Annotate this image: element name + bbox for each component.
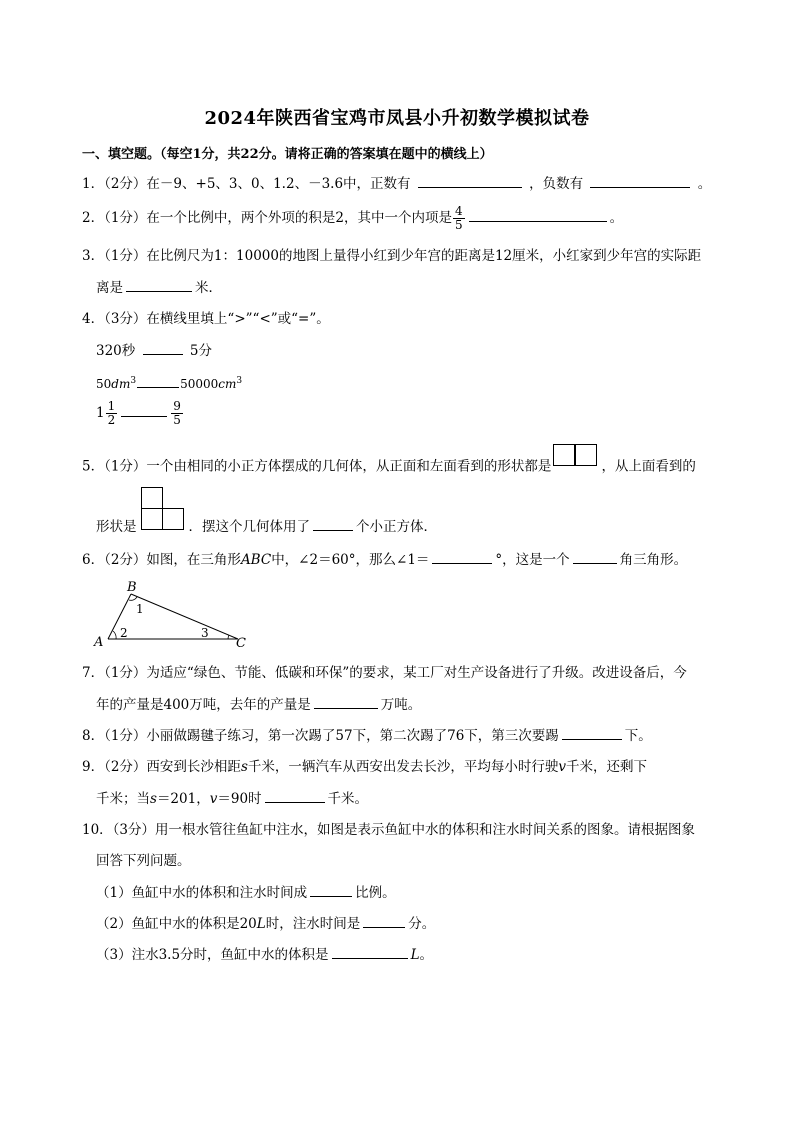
q5-text-2: ，从上面看到的 (601, 458, 696, 475)
question-7: 7．（1分）为适应“绿色、节能、低碳和环保”的要求，某工厂对生产设备进行了升级。改进设备后，今 (82, 665, 687, 681)
q9-var-v: v (558, 759, 567, 775)
q8-blank[interactable] (562, 725, 622, 740)
question-4: 4．（3分）在横线里填上“>”“<”或“=”。 (82, 311, 330, 327)
q5-end: 个小正方体． (356, 519, 437, 535)
q8-end: 下。 (624, 728, 652, 744)
q4-r2-exp: 3 (130, 376, 137, 386)
q4-r3-den: 2 (107, 413, 116, 427)
question-10: 10．（3分）用一根水管往鱼缸中注水，如图是表示鱼缸中水的体积和注水时间关系的图象。请根据图象 (82, 822, 696, 838)
q4-r1-right: 5分 (189, 343, 212, 359)
q9-text: 9．（2分）西安到长沙相距 (82, 759, 241, 775)
angle-1-arc (129, 597, 137, 600)
q4-r1-blank[interactable] (143, 340, 183, 355)
q4-r2-blank[interactable] (137, 373, 179, 388)
triangle-side-bc (131, 594, 238, 639)
q5-text-4: ．摆这个几何体用了 (188, 519, 310, 535)
q4-r3-blank[interactable] (121, 402, 167, 417)
q8-text: 8．（1分）小丽做踢毽子练习，第一次踢了57下，第二次踢了76下，第三次要踢 (82, 728, 559, 744)
q9-var-s2: s (150, 791, 157, 807)
q2-end: 。 (609, 210, 624, 226)
q3-end: 米． (195, 280, 222, 296)
q4-r2-right: 50000 (180, 377, 219, 391)
q10-p2-text-2: 时，注水时间是 (265, 916, 361, 932)
q2-num: 4 (455, 204, 463, 218)
q5-text: 5．（1分）一个由相同的小正方体摆成的几何体，从正面和左面看到的形状都是 (82, 458, 552, 475)
q7-end: 万吨。 (380, 697, 422, 713)
question-7-cont (96, 694, 421, 715)
q6-text: 6．（2分）如图，在三角形 (82, 552, 241, 568)
q4-r2-exp2: 3 (236, 376, 243, 386)
q4-r2-left: 50 (96, 377, 112, 391)
q10-p3-unit: L (410, 947, 420, 963)
q9-var-v2: v (209, 791, 218, 807)
q9-end: 千米。 (327, 791, 369, 807)
question-5 (82, 456, 696, 478)
q4-r2-unit1: dm (111, 377, 131, 391)
q9-text-5: ＝201， (156, 791, 210, 807)
q2-blank[interactable] (469, 207, 607, 222)
q10-p2-end: 分。 (408, 916, 436, 932)
vertex-a-label: A (94, 635, 104, 650)
angle-3-label: 3 (201, 626, 209, 640)
q4-r3-int: 1 (96, 405, 105, 421)
q4-r3-num2: 9 (173, 399, 181, 413)
q3-blank[interactable] (126, 277, 192, 292)
q2-text: 2．（1分）在一个比例中，两个外项的积是2，其中一个内项是 (82, 210, 453, 226)
question-8 (82, 725, 652, 746)
q10-p1-blank[interactable] (310, 882, 352, 897)
q10-part-1 (96, 882, 396, 903)
angle-3-arc (228, 635, 229, 639)
q4-row-2 (96, 371, 242, 394)
q1-text: 1．（2分）在－9、+5、3、0、1.2、－3.6中，正数有 (82, 176, 411, 192)
section-heading: 一、填空题。（每空1分，共22分。请将正确的答案填在题中的横线上） (82, 147, 493, 162)
q2-fraction (453, 205, 465, 232)
q10-p3-blank[interactable] (332, 944, 408, 959)
question-3-cont (96, 277, 222, 298)
q4-row-1 (96, 340, 212, 361)
q6-blank-type[interactable] (573, 549, 617, 564)
q1-blank-positive[interactable] (418, 173, 522, 188)
q10-p2-unit: L (256, 916, 266, 932)
top-view-figure (139, 518, 187, 538)
q10-part-3 (96, 944, 433, 965)
q4-r3-num: 1 (107, 399, 116, 413)
q3-text-2: 离是 (96, 280, 123, 296)
triangle-figure (88, 578, 258, 650)
q10-p2-text: （2）鱼缸中水的体积是20 (96, 916, 257, 932)
question-5-cont (96, 516, 437, 538)
question-6 (82, 549, 687, 570)
q1-text-2: ，负数有 (529, 176, 584, 192)
q9-blank[interactable] (265, 788, 325, 803)
q2-den: 5 (455, 218, 463, 232)
q4-r2-unit2: cm (218, 377, 237, 391)
q4-r1-left: 320秒 (96, 343, 136, 359)
q7-blank[interactable] (314, 694, 378, 709)
q4-r3-den2: 5 (173, 413, 181, 427)
q1-end: 。 (697, 176, 712, 192)
q6-text-3: °，这是一个 (495, 552, 570, 568)
question-9-cont (96, 788, 368, 809)
question-10-cont: 回答下列问题。 (96, 853, 191, 869)
q1-blank-negative[interactable] (590, 173, 690, 188)
q10-p3-end: 。 (419, 947, 434, 963)
q10-p3-text: （3）注水3.5分时，鱼缸中水的体积是 (96, 947, 329, 963)
q6-text-2: 中，∠2＝60°，那么∠1＝ (271, 552, 430, 568)
q10-part-2 (96, 913, 435, 934)
question-9 (82, 757, 647, 777)
q10-p1-text: （1）鱼缸中水的体积和注水时间成 (96, 885, 308, 901)
vertex-c-label: C (236, 636, 246, 650)
question-2 (82, 205, 623, 232)
angle-2-label: 2 (120, 626, 128, 640)
page-title: 2024年陕西省宝鸡市凤县小升初数学模拟试卷 (204, 108, 590, 129)
front-view-figure (553, 456, 599, 478)
q9-var-s: s (240, 759, 248, 775)
angle-1-label: 1 (136, 602, 144, 616)
question-1 (82, 173, 711, 194)
q4-r3-frac (106, 400, 118, 427)
question-3: 3．（1分）在比例尺为1：10000的地图上量得小红到少年宫的距离是12厘米，小红家到少年宫的实际距 (82, 248, 702, 264)
q9-text-4: 千米；当 (96, 791, 150, 807)
q4-row-3 (96, 400, 184, 427)
q5-text-3: 形状是 (96, 519, 137, 535)
q6-blank-angle[interactable] (432, 549, 492, 564)
q9-text-2: 千米，一辆汽车从西安出发去长沙，平均每小时行驶 (247, 759, 559, 775)
q10-p2-blank[interactable] (363, 913, 405, 928)
q6-abc: ABC (240, 552, 272, 568)
q10-p1-end: 比例。 (355, 885, 396, 901)
q7-text-2: 年的产量是400万吨，去年的产量是 (96, 697, 311, 713)
q6-end: 角三角形。 (619, 552, 688, 568)
q9-text-3: 千米，还剩下 (566, 759, 648, 775)
q4-r3-frac2 (171, 400, 183, 427)
q9-text-6: ＝90时 (217, 791, 262, 807)
vertex-b-label: B (127, 580, 137, 595)
angle-2-arc (113, 631, 116, 639)
q5-blank[interactable] (313, 516, 353, 531)
